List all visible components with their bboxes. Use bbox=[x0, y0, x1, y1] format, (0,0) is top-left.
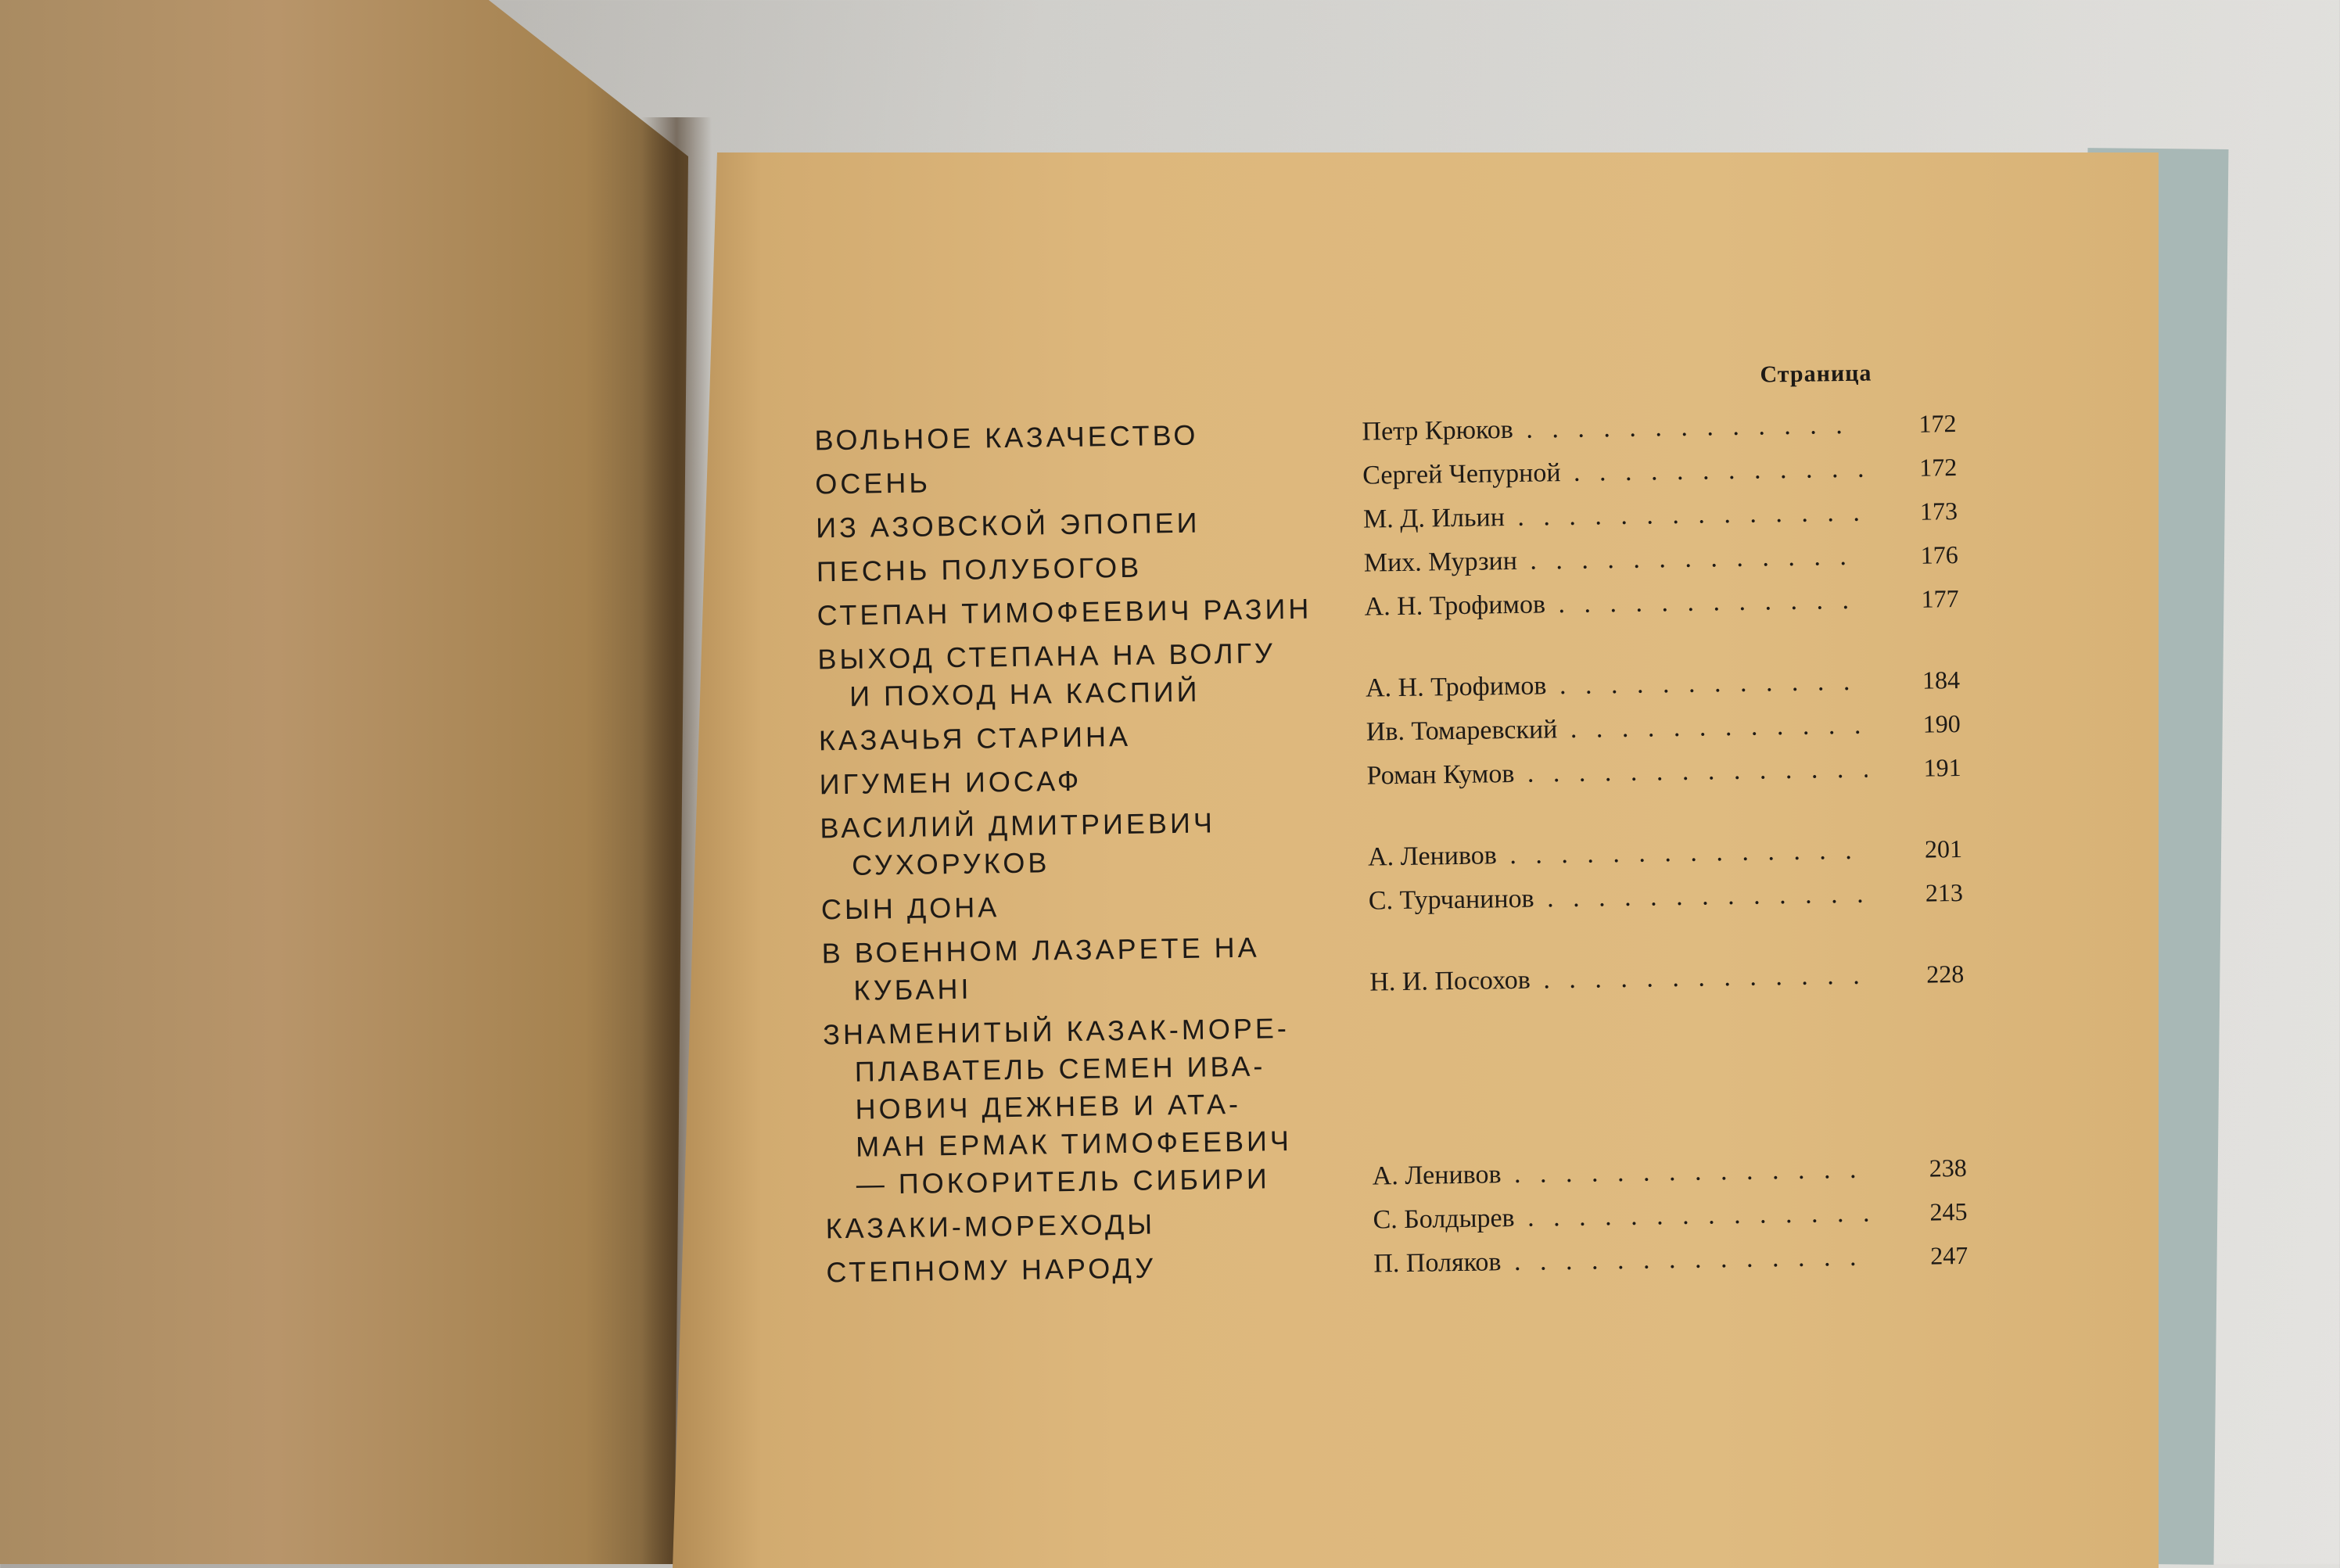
toc-entry-title bbox=[816, 590, 1326, 634]
toc-entry-page-number: 176 bbox=[1920, 540, 1959, 569]
toc-entry-title-line: ИГУМЕН ИОСАФ bbox=[819, 764, 1082, 801]
toc-entry-page-number: 184 bbox=[1922, 666, 1961, 694]
toc-entry-page-number: 172 bbox=[1918, 409, 1957, 438]
blurred-left-page-text bbox=[58, 102, 588, 361]
toc-entry-title-line: КАЗАЧЬЯ СТАРИНА bbox=[818, 719, 1132, 757]
toc-entry-title bbox=[823, 1009, 1333, 1204]
toc-entry-title bbox=[821, 928, 1330, 1010]
toc-entry-author: Ив. Томаревский . . . bbox=[1366, 711, 1867, 748]
toc-entry-title-line: СЫН ДОНА bbox=[820, 891, 1000, 926]
toc-entry-author: Н. И. Посохов . . . bbox=[1369, 961, 1870, 998]
toc-entry-title-line: И ПОХОД НА КАСПИЙ bbox=[849, 675, 1201, 712]
toc-entry-title bbox=[820, 802, 1329, 884]
toc-entry-title-line: НОВИЧ ДЕЖНЕВ И АТА- bbox=[855, 1087, 1242, 1125]
toc-entry-page-number: 201 bbox=[1924, 834, 1963, 863]
toc-entry-author: Петр Крюков . . . bbox=[1362, 411, 1862, 447]
toc-entry-page-number: 247 bbox=[1930, 1240, 1969, 1270]
toc-entry-author: М. Д. Ильин . . . bbox=[1363, 498, 1864, 535]
toc-entry-author: Мих. Мурзин . . . bbox=[1364, 542, 1864, 579]
toc-entry-title bbox=[816, 546, 1326, 590]
toc-entry-page-number: 177 bbox=[1921, 584, 1959, 613]
toc-entry-title-line: ВЫХОД СТЕПАНА НА ВОЛГУ bbox=[817, 637, 1276, 676]
toc-entry-author: Сергей Чепурной . . . bbox=[1362, 454, 1863, 491]
toc-entry-title bbox=[819, 715, 1328, 759]
toc-entry-author: А. Н. Трофимов . . . bbox=[1366, 667, 1866, 704]
toc-entry-title bbox=[816, 502, 1325, 547]
toc-entry-title bbox=[819, 759, 1328, 803]
toc-entry-author: А. Н. Трофимов . . . bbox=[1364, 586, 1864, 623]
toc-entry-page-number: 238 bbox=[1929, 1153, 1967, 1182]
toc-entry-title-line: ПЛАВАТЕЛЬ СЕМЕН ИВА- bbox=[854, 1050, 1266, 1088]
toc-entry-title-line: МАН ЕРМАК ТИМОФЕЕВИЧ bbox=[855, 1124, 1293, 1163]
table-of-contents bbox=[782, 335, 1984, 1329]
toc-entry-title bbox=[826, 1247, 1335, 1291]
toc-entry bbox=[783, 406, 1972, 457]
toc-entry-author: А. Ленивов . . . bbox=[1368, 836, 1868, 873]
left-page bbox=[0, 0, 688, 1564]
toc-entry-author: С. Турчанинов . . . bbox=[1369, 880, 1869, 917]
toc-entry-title-line: ВОЛЬНОЕ КАЗАЧЕСТВО bbox=[814, 418, 1199, 457]
toc-entry-title-line: В ВОЕННОМ ЛАЗАРЕТЕ НА bbox=[821, 931, 1260, 970]
toc-entry-title-line: КАЗАКИ-МОРЕХОДЫ bbox=[825, 1207, 1156, 1245]
toc-entry-title-line: — ПОКОРИТЕЛЬ СИБИРИ bbox=[856, 1162, 1270, 1200]
toc-entry-author: А. Ленивов . . . bbox=[1373, 1155, 1873, 1192]
toc-entry-title-line: ЗНАМЕНИТЫЙ КАЗАК-МОРЕ- bbox=[822, 1012, 1290, 1051]
toc-entry-page-number: 172 bbox=[1918, 453, 1958, 482]
toc-entry-page-number: 191 bbox=[1923, 753, 1961, 782]
toc-entry-title bbox=[821, 884, 1330, 928]
toc-entry-title bbox=[825, 1203, 1334, 1247]
toc-entry-title bbox=[817, 633, 1326, 716]
toc-entry-title bbox=[814, 414, 1323, 459]
toc-entry-page-number: 228 bbox=[1926, 959, 1965, 989]
toc-entry-author: Роман Кумов . . . bbox=[1366, 755, 1867, 791]
page-column-heading: Страница bbox=[1760, 360, 1872, 388]
toc-entry-title-line: ПЕСНЬ ПОЛУБОГОВ bbox=[816, 551, 1143, 588]
toc-entry-title-line: ВАСИЛИЙ ДМИТРИЕВИЧ bbox=[820, 806, 1216, 845]
toc-entry-title-line: СТЕПАН ТИМОФЕЕВИЧ РАЗИН bbox=[816, 592, 1312, 632]
toc-entry-title-line: СТЕПНОМУ НАРОДУ bbox=[826, 1251, 1157, 1289]
toc-entry-author: П. Поляков . . . bbox=[1373, 1243, 1874, 1279]
toc-entry-page-number: 213 bbox=[1925, 877, 1964, 907]
toc-entry-page-number: 173 bbox=[1919, 497, 1958, 526]
toc-entry-title-line: ИЗ АЗОВСКОЙ ЭПОПЕИ bbox=[815, 506, 1201, 544]
toc-entry-author: С. Болдырев . . . bbox=[1373, 1199, 1873, 1236]
toc-entry-title-line: СУХОРУКОВ bbox=[851, 846, 1050, 881]
toc-entry-page-number: 190 bbox=[1922, 709, 1961, 738]
toc-entry-title-line: КУБАНІ bbox=[853, 972, 972, 1006]
toc-entry-title-line: ОСЕНЬ bbox=[815, 466, 931, 501]
toc-entry-title bbox=[815, 458, 1324, 503]
toc-entry-page-number: 245 bbox=[1929, 1197, 1968, 1226]
